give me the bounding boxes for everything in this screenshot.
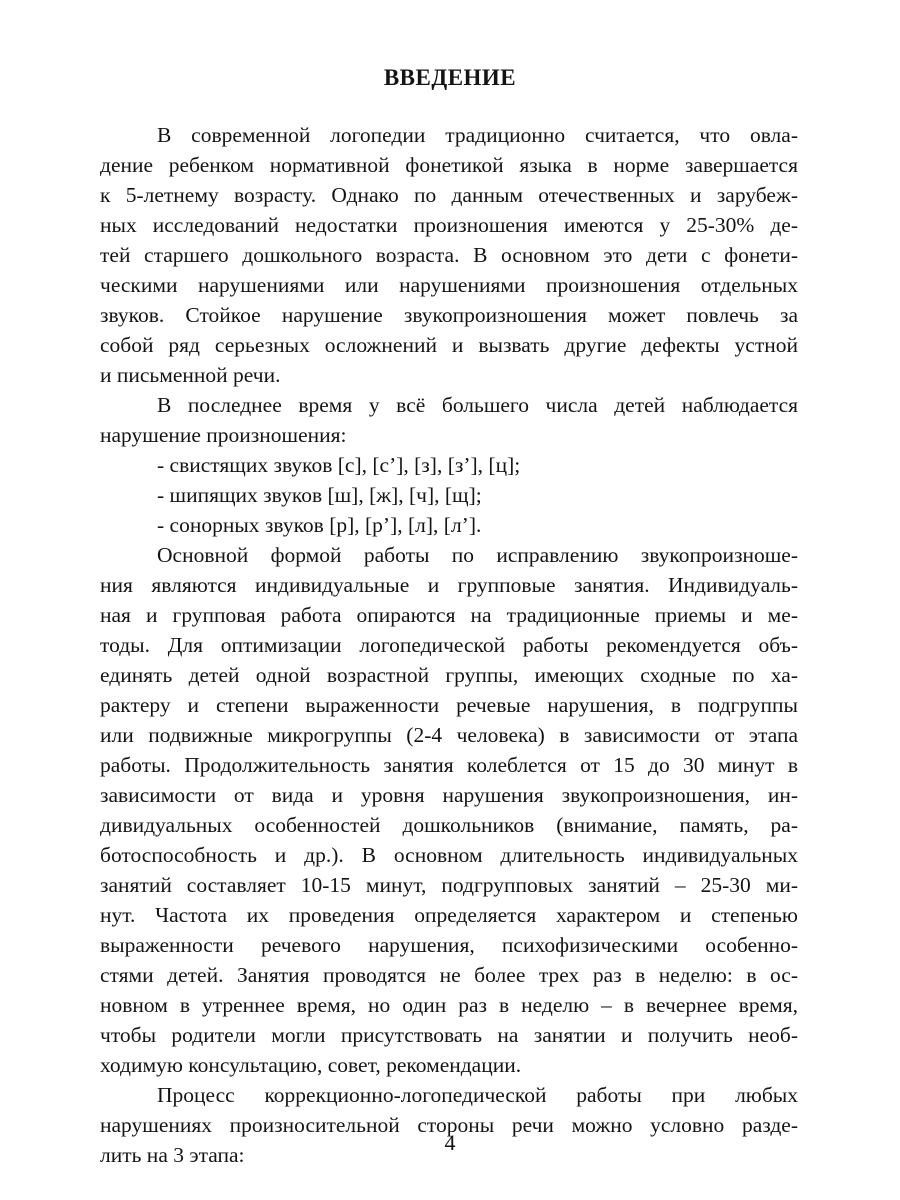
text-line: зависимости от вида и уровня нарушения звукопроизношения, ин- — [100, 783, 798, 807]
text-line: и письменной речи. — [100, 363, 281, 387]
text-line: лить на 3 этапа: — [100, 1143, 245, 1167]
text-line: выраженности речевого нарушения, психофизическими особенно- — [100, 933, 798, 957]
text-line: ная и групповая работа опираются на традиционные приемы и ме- — [100, 603, 798, 627]
text-line: нут. Частота их проведения определяется характером и степенью — [100, 903, 798, 927]
text-line: нарушениях произносительной стороны речи можно условно разде- — [100, 1113, 798, 1137]
text-line: ходимую консультацию, совет, рекомендации. — [100, 1053, 522, 1077]
list-item: - свистящих звуков [с], [с’], [з], [з’], [ц]; — [157, 453, 521, 477]
text-line: единять детей одной возрастной группы, имеющих сходные по ха- — [100, 663, 798, 687]
text-line: нарушение произношения: — [100, 423, 347, 447]
text-line: рактеру и степени выраженности речевые нарушения, в подгруппы — [100, 693, 798, 717]
list-item: - сонорных звуков [р], [р’], [л], [л’]. — [157, 513, 482, 537]
text-line: собой ряд серьезных осложнений и вызвать другие дефекты устной — [100, 333, 798, 357]
text-line: В современной логопедии традиционно считается, что овла- — [157, 123, 798, 147]
text-line: дивидуальных особенностей дошкольников (внимание, память, ра- — [100, 813, 798, 837]
text-line: или подвижные микрогруппы (2-4 человека) в зависимости от этапа — [100, 723, 798, 747]
text-line: В последнее время у всё большего числа детей наблюдается — [157, 393, 798, 417]
text-line: ных исследований недостатки произношения имеются у 25-30% де- — [100, 213, 798, 237]
list-item: - шипящих звуков [ш], [ж], [ч], [щ]; — [157, 483, 482, 507]
text-line: Основной формой работы по исправлению звукопроизноше- — [157, 543, 798, 567]
text-line: чтобы родители могли присутствовать на занятии и получить необ- — [100, 1023, 798, 1047]
page-number: 4 — [444, 1130, 456, 1155]
text-line: ботоспособность и др.). В основном длительность индивидуальных — [100, 843, 798, 867]
text-line: Процесс коррекционно-логопедической работы при любых — [157, 1083, 798, 1107]
text-line: звуков. Стойкое нарушение звукопроизношения может повлечь за — [100, 303, 798, 327]
text-line: к 5-летнему возрасту. Однако по данным отечественных и зарубеж- — [100, 183, 798, 207]
text-line: работы. Продолжительность занятия колеблется от 15 до 30 минут в — [100, 753, 798, 777]
text-line: ческими нарушениями или нарушениями произношения отдельных — [100, 273, 798, 297]
text-line: ния являются индивидуальные и групповые занятия. Индивидуаль- — [100, 573, 798, 597]
text-line: тей старшего дошкольного возраста. В основном это дети с фонети- — [100, 243, 798, 267]
text-line: тоды. Для оптимизации логопедической работы рекомендуется объ- — [100, 633, 798, 657]
page-title: ВВЕДЕНИЕ — [383, 65, 517, 90]
text-line: стями детей. Занятия проводятся не более трех раз в неделю: в ос- — [100, 963, 798, 987]
text-line: новном в утреннее время, но один раз в неделю – в вечернее время, — [100, 993, 798, 1017]
text-line: занятий составляет 10-15 минут, подгрупповых занятий – 25-30 ми- — [100, 873, 798, 897]
text-line: дение ребенком нормативной фонетикой языка в норме завершается — [100, 153, 798, 177]
